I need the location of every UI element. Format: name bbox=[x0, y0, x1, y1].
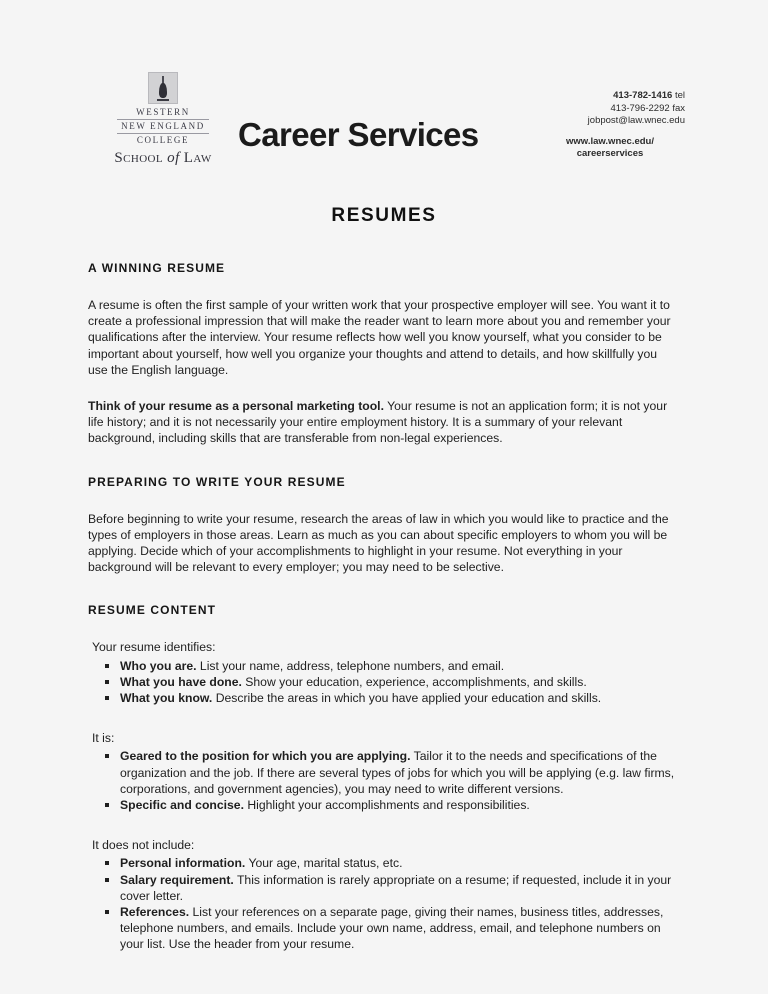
section-heading-resume-content: RESUME CONTENT bbox=[88, 603, 217, 618]
contact-phone-line bbox=[535, 90, 685, 103]
list-item bbox=[88, 855, 680, 871]
paragraph-text: Your resume is not an application form; it is not your life history; and it is not necessarily your entire employment history. It is a summary of your relevant background, including skills that are transferable from non-legal experiences. bbox=[88, 399, 668, 446]
list-item-text: This information is rarely appropriate on a resume; if requested, include it in your cover letter. bbox=[120, 872, 672, 903]
square-bullet-icon bbox=[105, 754, 109, 758]
list-item-bold: Who you are. bbox=[120, 658, 197, 673]
contact-phone: 413-782-1416 bbox=[613, 90, 673, 101]
logo-school-word: School bbox=[114, 150, 164, 166]
square-bullet-icon bbox=[105, 680, 109, 684]
logo-school-of-law bbox=[78, 150, 248, 167]
paragraph bbox=[88, 398, 680, 447]
list-item-text: Show your education, experience, accomplishments, and skills. bbox=[241, 674, 587, 689]
page-header bbox=[0, 72, 768, 172]
paragraph-bold-lead: Think of your resume as a personal marketing tool. bbox=[88, 399, 384, 414]
list-item-bold: Specific and concise. bbox=[120, 798, 244, 813]
list-item-bold: Geared to the position for which you are applying. bbox=[120, 749, 411, 764]
square-bullet-icon bbox=[105, 664, 109, 668]
bullet-list-excludes bbox=[88, 855, 680, 952]
list-lead-it-is: It is: bbox=[92, 731, 115, 746]
logo-law-word: Law bbox=[183, 150, 212, 166]
list-item bbox=[88, 797, 680, 813]
list-item bbox=[88, 690, 680, 706]
contact-email[interactable]: jobpost@law.wnec.edu bbox=[587, 115, 685, 126]
list-item bbox=[88, 872, 680, 904]
list-item-text: List your name, address, telephone numbers, and email. bbox=[196, 658, 505, 673]
contact-url-line1: www.law.wnec.edu/ bbox=[566, 135, 654, 147]
list-lead-it-does-not-include: It does not include: bbox=[92, 838, 195, 853]
list-item-text: Your age, marital status, etc. bbox=[245, 856, 403, 871]
square-bullet-icon bbox=[105, 878, 109, 882]
institution-logo bbox=[78, 72, 248, 167]
contact-url-line2: careerservices bbox=[576, 148, 644, 159]
paragraph: A resume is often the first sample of your written work that your prospective employer will see. You want it to create a professional impression that will make the reader want to learn more about you and remember your qualifications after the interview. Your resume reflects how well you know yourself, what you consider to be important about yourself, how well you organize your thoughts and attend to details, and how skillfully you use the English language. bbox=[88, 298, 671, 377]
lamp-emblem-icon bbox=[148, 72, 178, 104]
contact-phone-label: tel bbox=[674, 90, 685, 101]
bullet-list-identifies bbox=[88, 658, 680, 707]
logo-line-western: WESTERN bbox=[136, 107, 190, 117]
section-heading-a-winning-resume: A WINNING RESUME bbox=[88, 261, 226, 275]
square-bullet-icon bbox=[105, 696, 109, 700]
list-item bbox=[88, 748, 680, 797]
paragraph: Before beginning to write your resume, research the areas of law in which you would like to practice and the types of employers in those areas. Learn as much as you can about specific employers to whom you will be applying. Decide which of your accomplishments to highlight in your resume. Not everything in your background will be relevant to every employer; you may need to be selective. bbox=[88, 511, 669, 575]
contact-fax-line bbox=[535, 103, 685, 116]
list-item-text: List your references on a separate page, giving their names, business titles, addresses, telephone numbers, and emails. Include your own name, address, email, and telephone numbers on your list. Use the header from your resume. bbox=[120, 905, 664, 952]
list-item bbox=[88, 658, 680, 674]
contact-fax: 413-796-2292 bbox=[610, 102, 670, 114]
document-body bbox=[88, 205, 680, 967]
contact-url[interactable] bbox=[535, 136, 685, 161]
list-item-bold: Salary requirement. bbox=[120, 872, 234, 887]
logo-divider-2 bbox=[117, 133, 209, 134]
square-bullet-icon bbox=[105, 803, 109, 807]
list-item-bold: What you have done. bbox=[120, 674, 242, 689]
list-item-text: Highlight your accomplishments and responsibilities. bbox=[243, 798, 530, 813]
list-item-bold: References. bbox=[120, 905, 190, 920]
square-bullet-icon bbox=[105, 861, 109, 865]
list-item-bold: Personal information. bbox=[120, 856, 246, 871]
list-item-text: Describe the areas in which you have applied your education and skills. bbox=[212, 691, 602, 706]
contact-fax-label: fax bbox=[672, 102, 685, 114]
list-item-bold: What you know. bbox=[120, 691, 213, 706]
page-title: Career Services bbox=[238, 116, 479, 153]
logo-divider-1 bbox=[117, 119, 209, 120]
list-lead-your-resume-identifies: Your resume identifies: bbox=[92, 640, 216, 655]
bullet-list-it-is bbox=[88, 748, 680, 813]
list-item bbox=[88, 674, 680, 690]
contact-block bbox=[535, 90, 685, 161]
logo-line-new-england: NEW ENGLAND bbox=[121, 121, 205, 131]
list-item-text: Tailor it to the needs and specifications of the organization and the job. If there are several types of jobs for which you will be applying (e.g. law firms, corporations, and government agencies), you may need to write different versions. bbox=[120, 749, 675, 796]
section-heading-preparing-to-write: PREPARING TO WRITE YOUR RESUME bbox=[88, 474, 346, 489]
square-bullet-icon bbox=[105, 910, 109, 914]
logo-of-word: of bbox=[167, 150, 180, 166]
document-title: RESUMES bbox=[331, 205, 437, 226]
list-item bbox=[88, 904, 680, 953]
logo-line-college: COLLEGE bbox=[136, 135, 190, 145]
